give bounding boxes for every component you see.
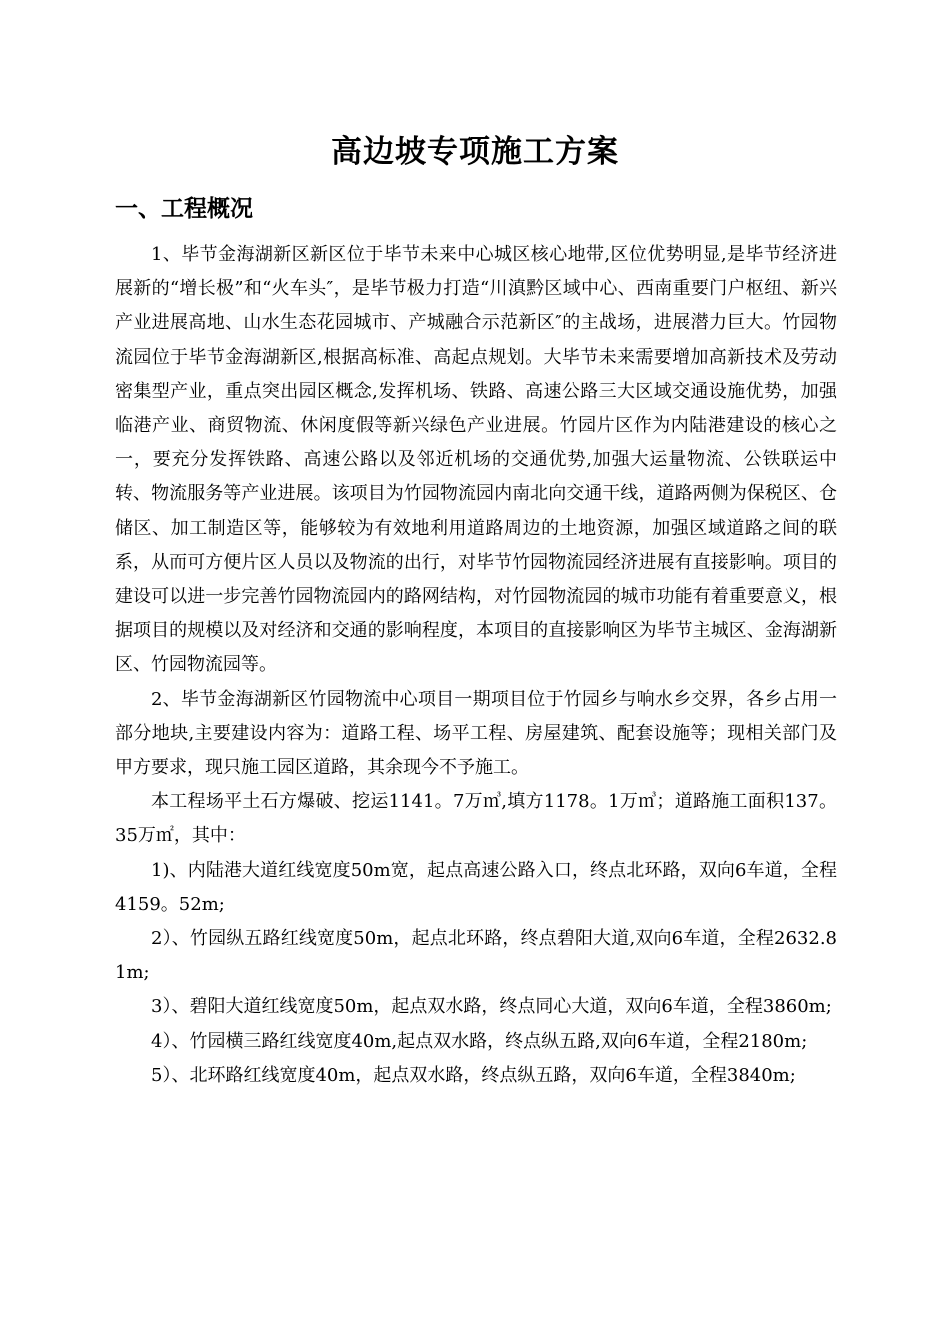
paragraph-road-5: 5）、北环路红线宽度40m，起点双水路，终点纵五路，双向6车道，全程3840m; — [151, 1064, 796, 1086]
paragraph-earthwork-quantities: 本工程场平土石方爆破、挖运1141。7万㎥,填方1178。1万㎥；道路施工面积137。35万㎡，其中： — [115, 791, 837, 847]
body-text — [115, 238, 837, 1093]
paragraph-road-4: 4）、竹园横三路红线宽度40m,起点双水路，终点纵五路,双向6车道，全程2180m; — [151, 1030, 808, 1052]
document-title: 高边坡专项施工方案 — [331, 134, 619, 170]
paragraph-road-1: 1)、内陆港大道红线宽度50m宽，起点高速公路入口，终点北环路，双向6车道，全程4159。52m; — [115, 859, 837, 915]
paragraph-road-2: 2）、竹园纵五路红线宽度50m，起点北环路，终点碧阳大道,双向6车道，全程2632.81m; — [115, 928, 837, 984]
paragraph-project-location: 2、毕节金海湖新区竹园物流中心项目一期项目位于竹园乡与响水乡交界，各乡占用一部分地块,主要建设内容为：道路工程、场平工程、房屋建筑、配套设施等；现相关部门及甲方要求，现只施工园区道路，其余现今不予施工。 — [115, 688, 837, 779]
paragraph-road-3: 3）、碧阳大道红线宽度50m，起点双水路，终点同心大道，双向6车道，全程3860m; — [151, 996, 832, 1018]
section-heading: 一、工程概况 — [115, 196, 253, 222]
paragraph-project-overview: 1、毕节金海湖新区新区位于毕节未来中心城区核心地带,区位优势明显,是毕节经济进展新的“增长极”和“火车头″，是毕节极力打造“川滇黔区域中心、西南重要门户枢纽、新兴产业进展高地、山水生态花园城市、产城融合示范新区″的主战场，进展潜力巨大。竹园物流园位于毕节金海湖新区,根据高标准、高起点规划。大毕节未来需要增加高新技术及劳动密集型产业，重点突出园区概念,发挥机场、铁路、高速公路三大区域交通设施优势，加强临港产业、商贸物流、休闲度假等新兴绿色产业进展。竹园片区作为内陆港建设的核心之一，要充分发挥铁路、高速公路以及邻近机场的交通优势,加强大运量物流、公铁联运中转、物流服务等产业进展。该项目为竹园物流园内南北向交通干线，道路两侧为保税区、仓储区、加工制造区等，能够较为有效地利用道路周边的土地资源，加强区域道路之间的联系，从而可方便片区人员以及物流的出行，对毕节竹园物流园经济进展有直接影响。项目的建设可以进一步完善竹园物流园内的路网结构，对竹园物流园的城市功能有着重要意义，根据项目的规模以及对经济和交通的影响程度，本项目的直接影响区为毕节主城区、金海湖新区、竹园物流园等。 — [115, 244, 837, 676]
